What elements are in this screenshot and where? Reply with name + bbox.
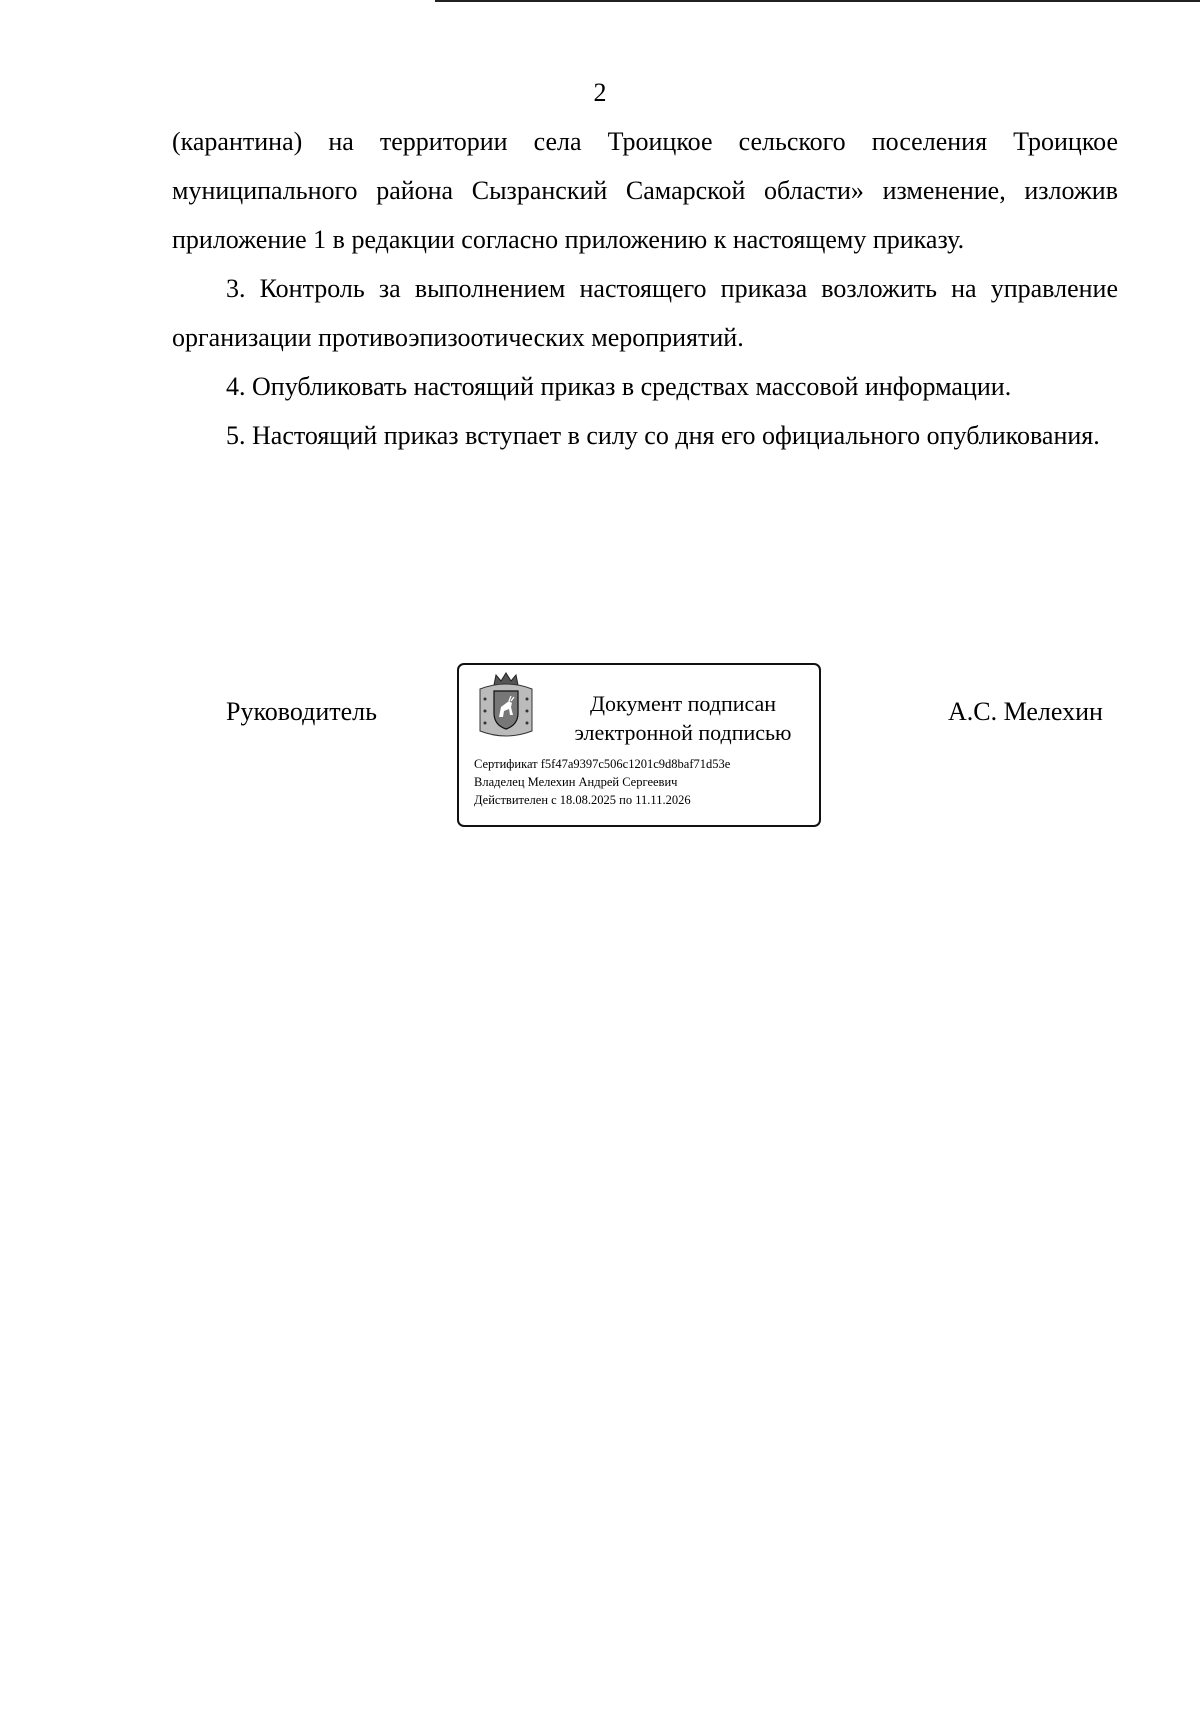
paragraph-item-5: 5. Настоящий приказ вступает в силу со дня его официального опубликования.	[226, 421, 1100, 450]
certificate-number: Сертификат f5f47a9397c506c1201c9d8baf71d53e	[474, 757, 731, 771]
paragraph-item-4: 4. Опубликовать настоящий приказ в средствах массовой информации.	[226, 372, 1012, 401]
stamp-title	[551, 689, 815, 747]
certificate-validity: Действителен с 18.08.2025 по 11.11.2026	[474, 793, 691, 807]
stamp-title-line-1: Документ подписан	[589, 691, 777, 716]
stamp-details	[474, 755, 730, 809]
page-number: 2	[593, 78, 607, 107]
certificate-owner: Владелец Мелехин Андрей Сергеевич	[474, 775, 678, 789]
stamp-title-line-2: электронной подписью	[574, 720, 792, 745]
signer-name: А.С. Мелехин	[948, 697, 1103, 726]
electronic-signature-stamp	[457, 663, 821, 827]
signer-position: Руководитель	[226, 697, 377, 726]
paragraph-item-3: 3. Контроль за выполнением настоящего приказа возложить на управление организации противоэпизоотических мероприятий.	[172, 274, 1118, 352]
paragraph-continuation: (карантина) на территории села Троицкое сельского поселения Троицкое муниципального района Сызранский Самарской области» изменение, изложив приложение 1 в редакции согласно приложению к настоящему приказу.	[172, 127, 1118, 254]
signature-block	[0, 663, 1200, 833]
scan-edge-line	[435, 0, 1200, 2]
coat-of-arms-icon	[476, 671, 536, 739]
document-body	[172, 117, 1118, 460]
